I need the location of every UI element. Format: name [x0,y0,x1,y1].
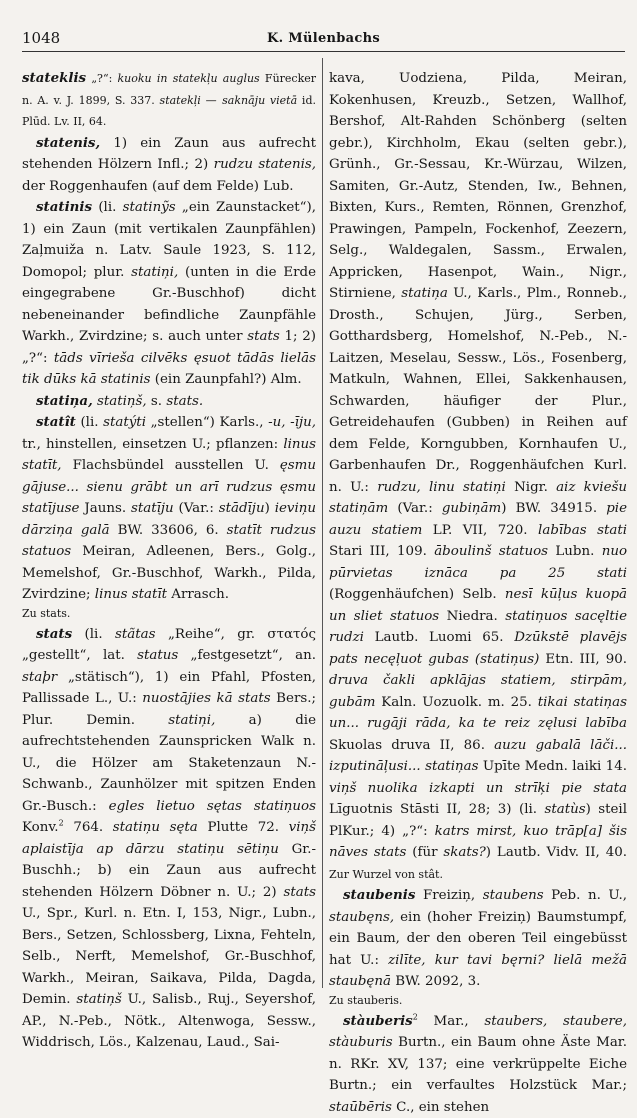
entry-stats: stats (li. stãtas „Reihe“, gr. στατός „gestellt“, lat. status „festgesetzt“, an. staþr „stätisch“), 1) ein Pfahl, Pfosten, Pallissade L., U.: nuostājies kā stats Bers.; Plur. Demin. statiņi, a) die aufrechtstehenden Zaunspricken Walk n. U., die Hölzer am Staketenzaun N.-Schwanb., Zaunhölzer mit spitzen Enden Gr.-Busch.: egles lietuo sętas statiņuos Konv.$^2$ 764. statiņu sęta Plutte 72. viņš aplaistīja ap dārzu statiņu sētiņu Gr.-Buschh.; b) ein Zaun aus aufrecht stehenden Hölzern Döbner n. U.; 2) stats U., Spr., Kurl. n. Etn. I, 153, Nigr., Lubn., Bers., Setzen, Schlossberg, Lixna, Fehteln, Selb., Nerft, Memelshof, Gr.-Buschhof, Warkh., Meiran, Saikava, Pilda, Dagda, Demin. statiņš U., Salisb., Ruj., Seyershof, AP., N.-Peb., Nötk., Altenwoga, Sessw., Widdrisch, Lös., Kalzenau, Laud., Sai- [22,624,316,1054]
page-header [22,27,625,52]
headword: stateklis [22,70,86,86]
running-head: K. Mülenbachs [22,31,625,46]
entry-stateklis: stateklis „?“: kuoku in statekļu auglus Fürecker n. A. v. J. 1899, S. 337. statekļi — saknāju vietā id. Plūd. Lv. II, 64. [22,68,316,133]
entry-stats-continued: kava, Uodziena, Pilda, Meiran, Kokenhusen, Kreuzb., Setzen, Wallhof, Bershof, Alt-Rahden Schönberg (selten gebr.), Kirchholm, Ekau (selten gebr.), Grünh., Gr.-Sessau, Kr.-Würzau, Wilzen, Samiten, Gr.-Autz, Stenden, Iw., Behnen, Bixten, Kurs., Remten, Rönnen, Grenzhof, Prawingen, Pampeln, Fockenhof, Zeezern, Selg., Waldegalen, Sassm., Erwalen, Appricken, Hasenpot, Wain., Nigr., Stirniene, statiņa U., Karls., Plm., Ronneb., Drosth., Schujen, Jürg., Serben, Gotthardsberg, Homelshof, N.-Peb., N.-Laitzen, Meselau, Sessw., Lös., Fosenberg, Matkuln, Wahnen, Ellei, Sakkenhausen, Schwarden, häufiger der Plur., Getreidehaufen (Gubben) in Reihen auf dem Felde, Korngubben, Kornhaufen U., Garbenhaufen Dr., Roggenhäufchen Kurl. n. U.: rudzu, linu statiņi Nigr. aiz kviešu statiņām (Var.: gubiņām) BW. 34915. pie auzu statiem LP. VII, 720. labības stati Stari III, 109. āboulinš statuos Lubn. nuo pūrvietas iznāca pa 25 stati (Roggenhäufchen) Selb. nesī kūļus kuopā un sliet statuos Niedra. statiņuos sacęltie rudzi Lautb. Luomi 65. Dzūkstē plavējs pats necęļuot gubas (statiņus) Etn. III, 90. druva čakli apklājas statiem, stirpām, gubām Kaln. Uozuolk. m. 25. tikai statiņas un... rugāji rāda, ka te reiz zęlusi labība Skuolas druva II, 86. auzu gabalā lāči... izputināļusi... statiņas Upīte Medn. laiki 14. viņš nuolika izkapti un strīķi pie stata Līguotnis Stāsti II, 28; 3) (li. statùs) steil PlKur.; 4) „?“: katrs mirst, kuo trāp[a] šis nāves stats (für skats?) Lautb. Vidv. II, 40. Zur Wurzel von stât. [329,68,627,885]
entry-statinis: statinis (li. statinỹs „ein Zaunstacket“), 1) ein Zaun (mit vertikalen Zaunpfählen) Zaļmuiža n. Latv. Saule 1923, S. 112, Domopol; plur. statiņi, (unten in die Erde eingegrabene Gr.-Buschhof) dicht nebeneinander befindliche Zaunpfähle Warkh., Zvirdzine; s. auch unter stats 1; 2) „?“: tāds vīriešа cilvēks ęsuot tādās lielās tik dūks kā statinis (ein Zaunpfahl?) Alm. [22,197,316,391]
etymology-note: Zur Wurzel von stât. [329,868,443,881]
headword: statinis [36,199,92,215]
right-column [329,68,627,988]
headword: statiņa, [36,393,93,409]
entry-stauberis: stàuberis$^2$ Mar., staubers, staubere, stàuburis Burtn., ein Baum ohne Äste Mar. n. RKr. XV, 137; eine verkrüppelte Eiche Burtn.; ein verfaultes Holzstück Mar.; staūbēris C., ein stehen [329,1011,627,1118]
headword: stàuberis [343,1013,413,1029]
entry-statina: statiņa, statiņš, s. stats. [22,391,316,413]
entry-statenis: statenis, 1) ein Zaun aus aufrecht stehenden Hölzern Infl.; 2) rudzu statenis, der Roggenhaufen (auf dem Felde) Lub. [22,133,316,198]
headword: staubenis [343,887,415,903]
page-number: 1048 [22,29,60,47]
left-column [22,68,316,988]
entry-staubenis: staubenis Freiziņ, staubens Peb. n. U., staubęns, ein (hoher Freiziņ) Baumstumpf, ein Baum, der den oberen Teil eingebüsst hat U.: zilīte, kur tavi bęrni? lielā mežā staubęnā BW. 2092, 3. [329,885,627,993]
etymology-note: Zu stats. [22,606,316,622]
column-divider [322,58,323,988]
headword: statît [36,414,76,430]
headword: stats [36,626,72,642]
headword: statenis, [36,135,100,151]
etymology-note: Zu stauberis. [329,993,627,1009]
entry-statit: statît (li. statýti „stellen“) Karls., -u, -īju, tr., hinstellen, einsetzen U.; pflanzen: linus statīt, Flachsbündel ausstellen U. ęsmu gājuse... sienu grābt un arī rudzus ęsmu statījuse Jauns. statīju (Var.: stādīju) ieviņu dārziņa galā BW. 33606, 6. statīt rudzus statuos Meiran, Adleenen, Bers., Golg., Memelshof, Gr.-Buschhof, Warkh., Pilda, Zvirdzine; linus statīt Arrasch. [22,412,316,606]
